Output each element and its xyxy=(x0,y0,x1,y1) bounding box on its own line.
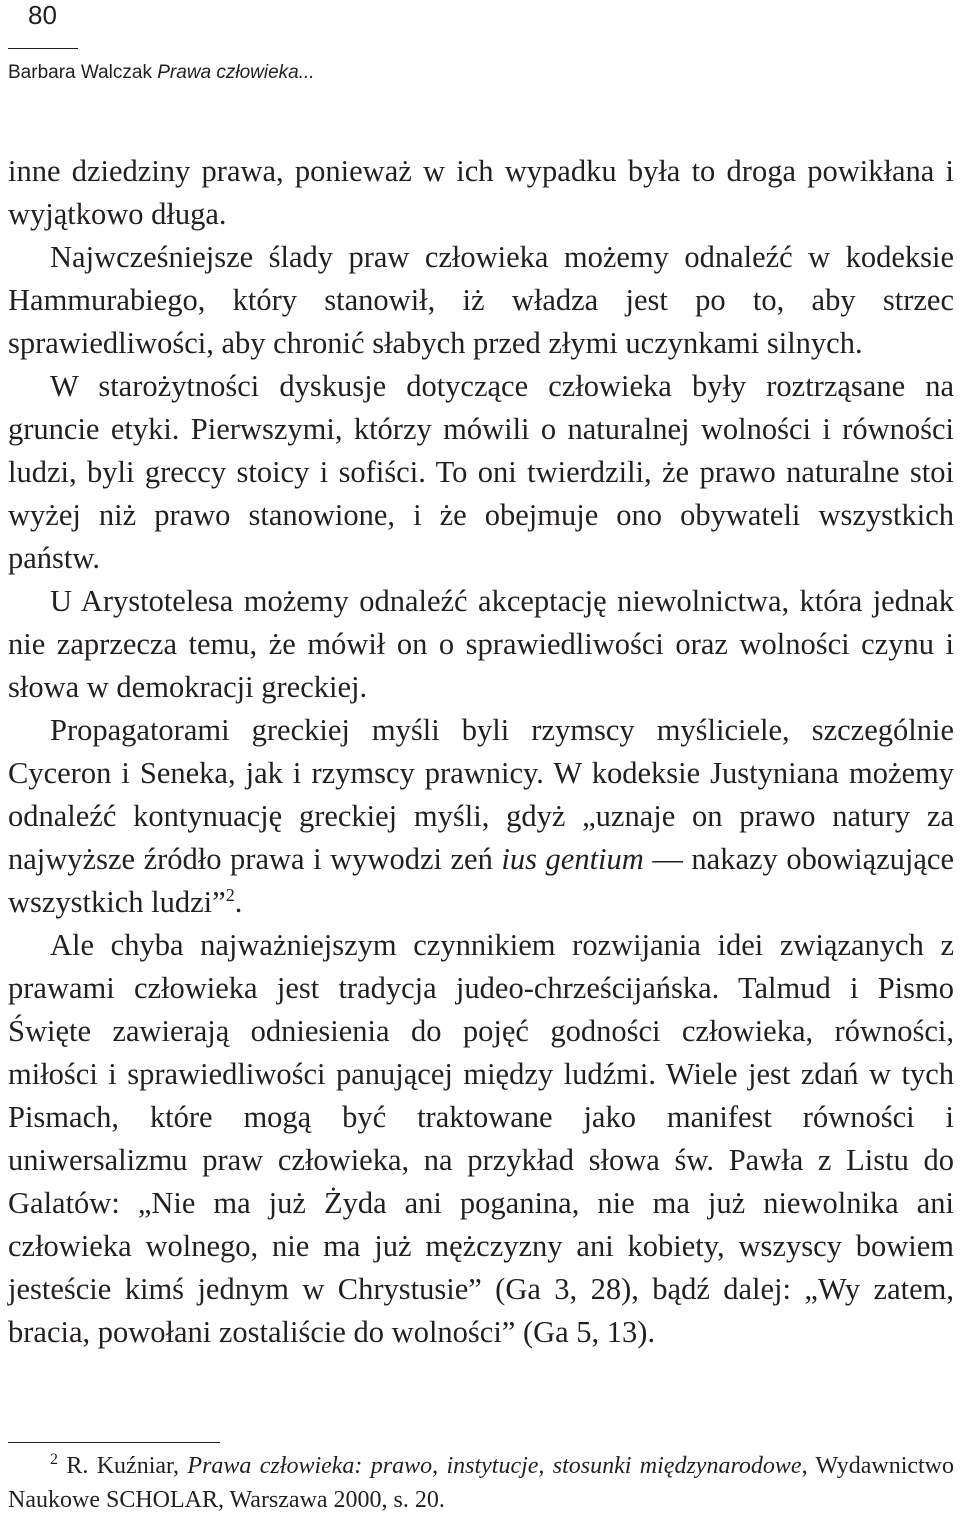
paragraph-5-text-b: — nakazy obowiązujące wszystkich ludzi” xyxy=(8,842,954,919)
paragraph-6: Ale chyba najważniejszym czynnikiem rozwijania idei związanych z prawami człowieka jest tradycja judeo-chrześcijańska. Talmud i Pismo Święte zawierają odniesienia do pojęć godności człowieka, równości, miłości i sprawiedliwości panującej między ludźmi. Wiele jest zdań w tych Pismach, które mogą być traktowane jako manifest równości i uniwersalizmu praw człowieka, na przykład słowa św. Pawła z Listu do Galatów: „Nie ma już Żyda ani poganina, nie ma już niewolnika ani człowieka wolnego, nie ma już mężczyzny ani kobiety, wszyscy bowiem jesteście kimś jednym w Chrystusie” (Ga 3, 28), bądź dalej: „Wy zatem, bracia, powołani zostaliście do wolności” (Ga 5, 13). xyxy=(8,928,954,1349)
paragraph-5-italic-term: ius gentium xyxy=(501,842,644,876)
footnote-number: 2 xyxy=(50,1451,58,1468)
footnote-reference[interactable]: 2 xyxy=(225,884,235,905)
footnote-title: Prawa człowieka: prawo, instytucje, stosunki międzynarodowe xyxy=(187,1453,802,1479)
paragraph-5-end: . xyxy=(234,885,243,919)
paragraph-5-text-a: Propagatorami greckiej myśli byli rzymscy myśliciele, szczególnie Cyceron i Seneka, jak i rzymscy prawnicy. W kodeksie Justyniana możemy odnaleźć kontynuację greckiej myśli, gdyż „uznaje on prawo natury za najwyższe źródło prawa i wywodzi zeń xyxy=(8,713,954,876)
paragraph-2: Najwcześniejsze ślady praw człowieka możemy odnaleźć w kodeksie Hammurabiego, który stanowił, iż władza jest po to, aby strzec sprawiedliwości, aby chronić słabych przed złymi uczynkami silnych. xyxy=(8,240,954,360)
running-head-title: Prawa człowieka... xyxy=(157,62,315,83)
footnote-author: R. Kuźniar, xyxy=(66,1453,180,1479)
paragraph-3: W starożytności dyskusje dotyczące człowieka były roztrząsane na gruncie etyki. Pierwszymi, którzy mówili o naturalnej wolności i równości ludzi, byli greccy stoicy i sofiści. To oni twierdzili, że prawo naturalne stoi wyżej niż prawo stanowione, i że obejmuje ono obywateli wszystkich państw. xyxy=(8,369,954,575)
page-number: 80 xyxy=(28,0,57,30)
paragraph-5 xyxy=(8,709,954,924)
paragraph-1: inne dziedziny prawa, ponieważ w ich wypadku była to droga powikłana i wyjątkowo długa. xyxy=(8,154,954,231)
body-text xyxy=(8,150,954,1354)
header-rule xyxy=(8,48,78,49)
running-head-author: Barbara Walczak xyxy=(8,62,152,83)
footnote-rule xyxy=(8,1442,220,1443)
footnote xyxy=(8,1449,954,1517)
paragraph-4: U Arystotelesa możemy odnaleźć akceptację niewolnictwa, która jednak nie zaprzecza temu, że mówił on o sprawiedliwości oraz wolności czynu i słowa w demokracji greckiej. xyxy=(8,584,954,704)
footnote-publisher: , Wydawnictwo Naukowe SCHOLAR, Warszawa 2000, s. 20. xyxy=(8,1453,955,1513)
running-head xyxy=(8,60,315,86)
